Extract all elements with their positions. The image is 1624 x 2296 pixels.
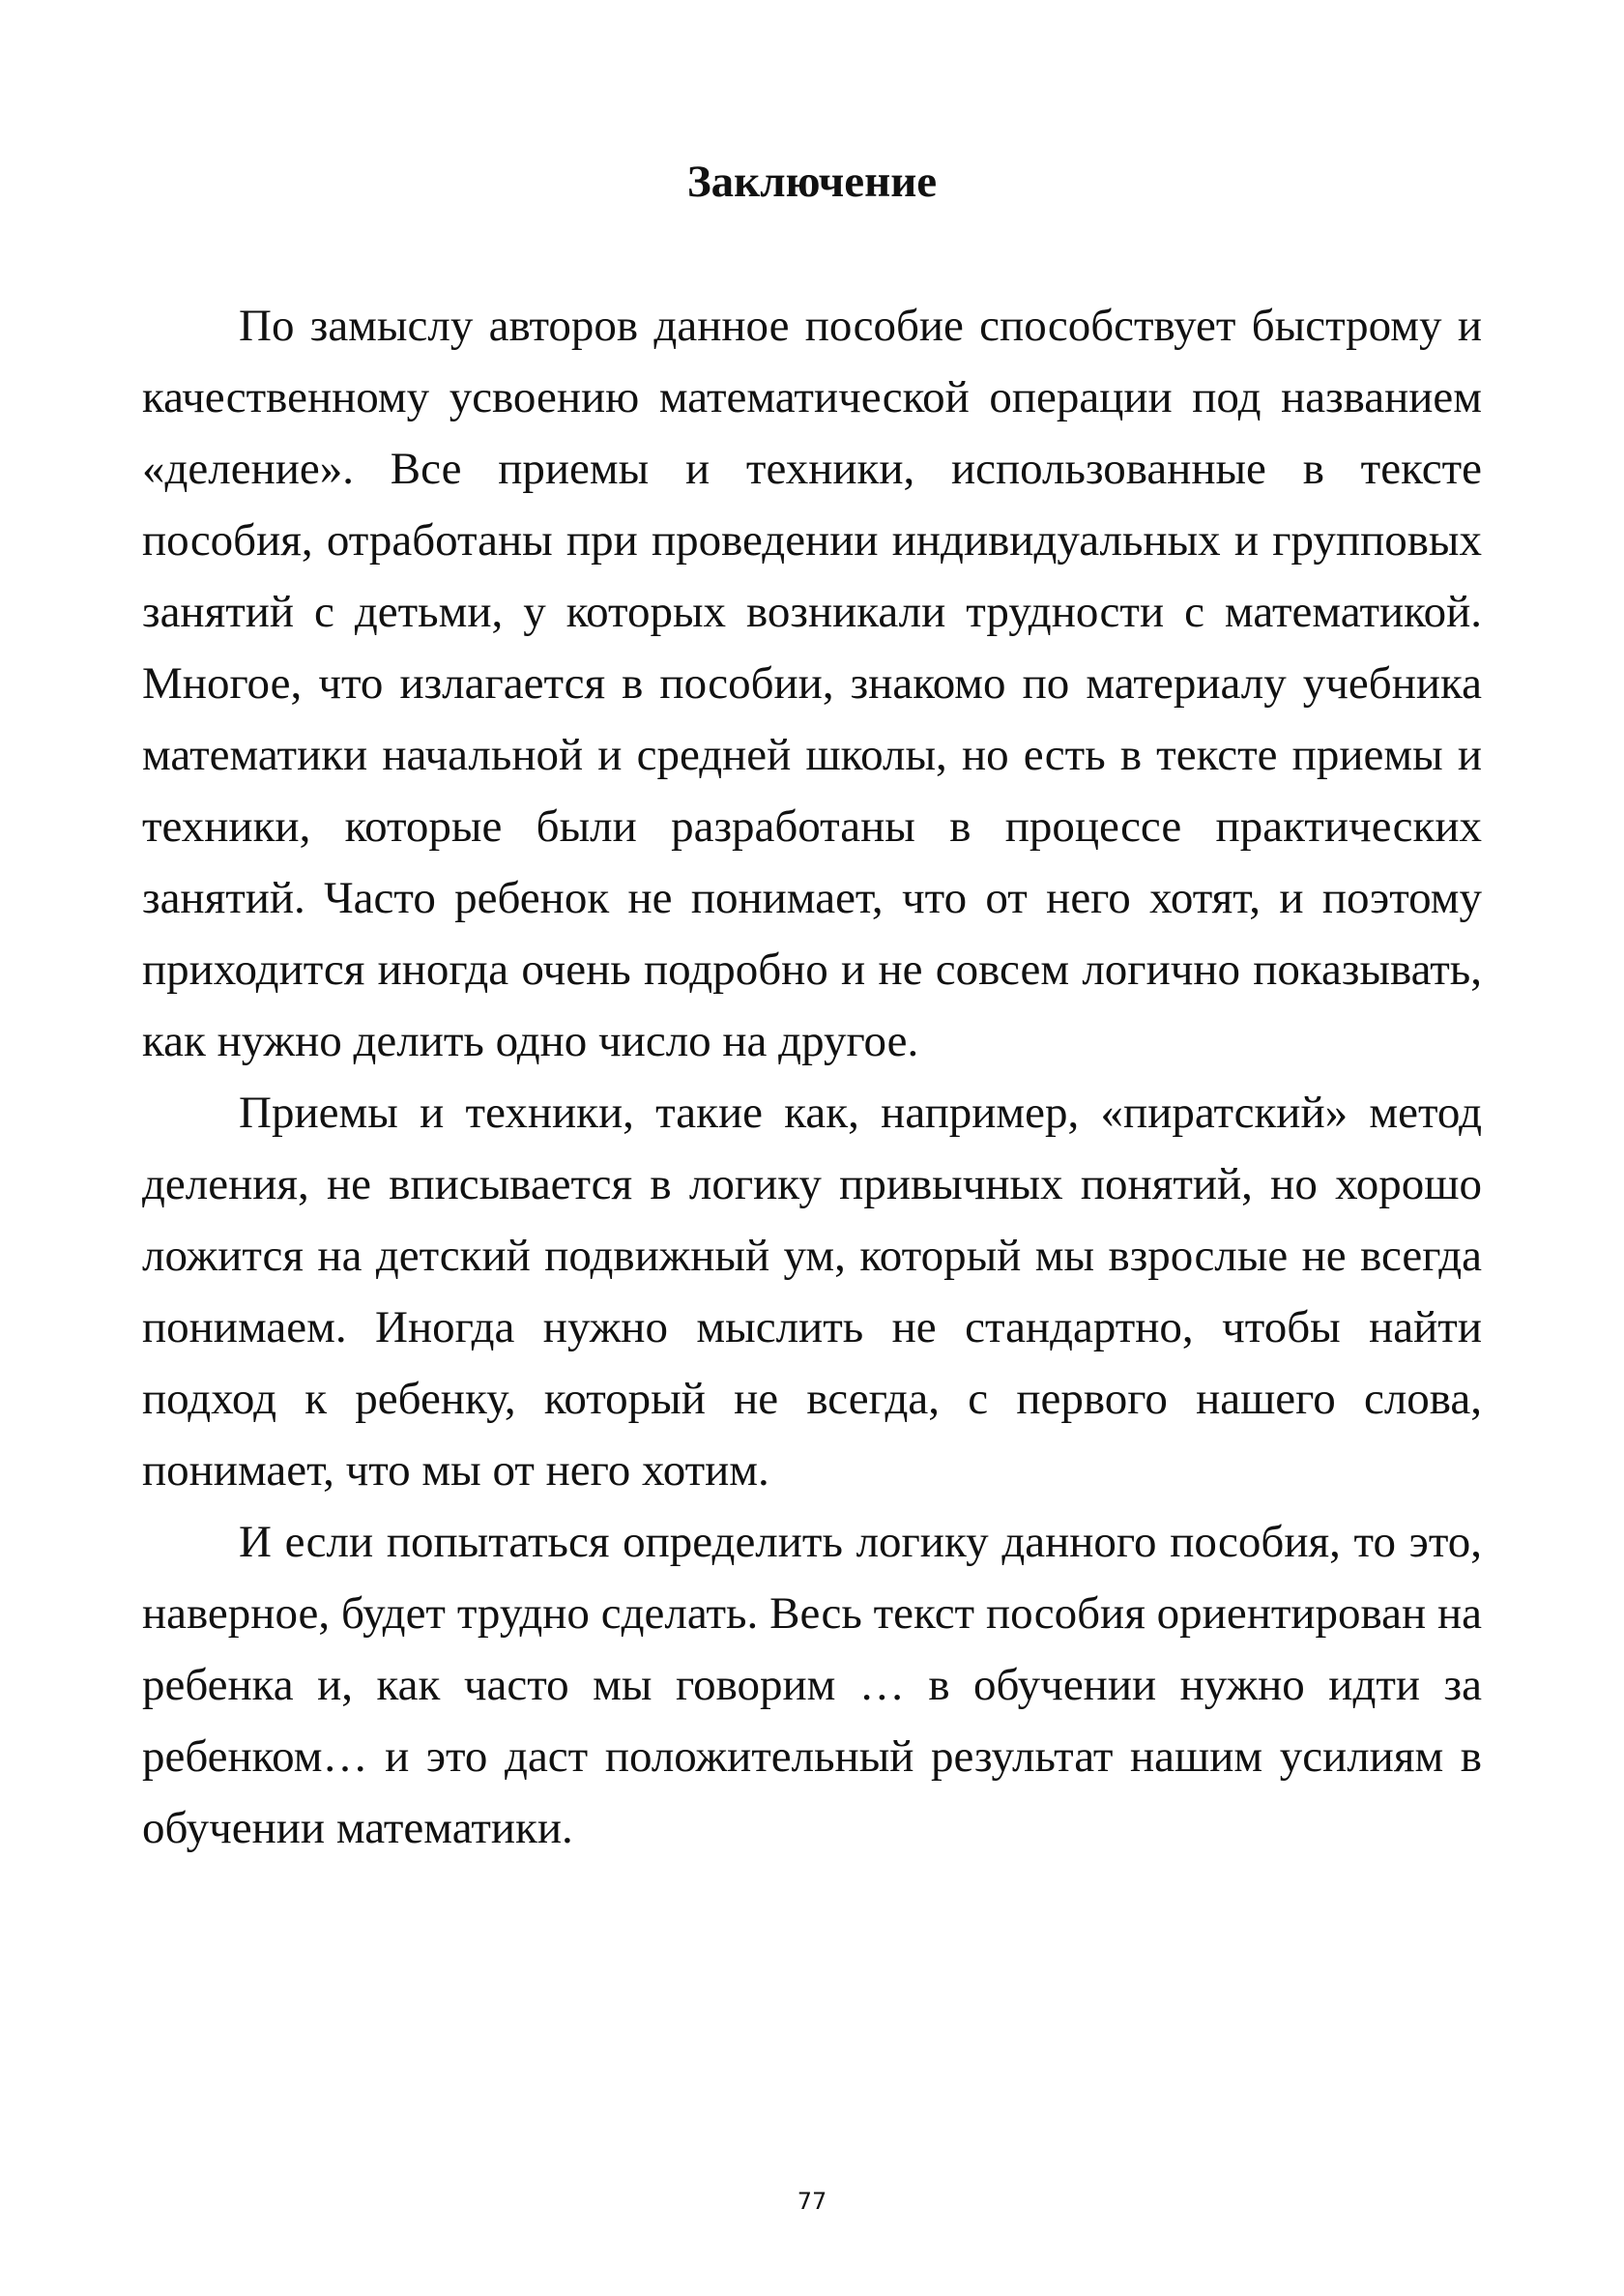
paragraph-2: Приемы и техники, такие как, например, «пиратский» метод деления, не вписывается в логику привычных понятий, но хорошо ложится на детский подвижный ум, который мы взрослые не всегда понимаем. Иногда нужно мыслить не стандартно, чтобы найти подход к ребенку, который не всегда, с первого нашего слова, понимает, что мы от него хотим. bbox=[142, 1088, 1482, 1496]
paragraph-3: И если попытаться определить логику данного пособия, то это, наверное, будет трудно сделать. Весь текст пособия ориентирован на ребенка и, как часто мы говорим … в обучении нужно идти за ребенком… и это даст положительный результат нашим усилиям в обучении математики. bbox=[142, 1517, 1482, 1853]
paragraph-1: По замыслу авторов данное пособие способствует быстрому и качественному усвоению математической операции под названием «деление». Все приемы и техники, использованные в тексте пособия, отработаны при проведении индивидуальных и групповых занятий с детьми, у которых возникали трудности с математикой. Многое, что излагается в пособии, знакомо по материалу учебника математики начальной и средней школы, но есть в тексте приемы и техники, которые были разработаны в процессе практических занятий. Часто ребенок не понимает, что от него хотят, и поэтому приходится иногда очень подробно и не совсем логично показывать, как нужно делить одно число на другое. bbox=[142, 301, 1482, 1066]
page-number: 77 bbox=[797, 2188, 827, 2215]
body-text bbox=[142, 290, 1482, 1864]
section-title: Заключение bbox=[686, 157, 938, 207]
